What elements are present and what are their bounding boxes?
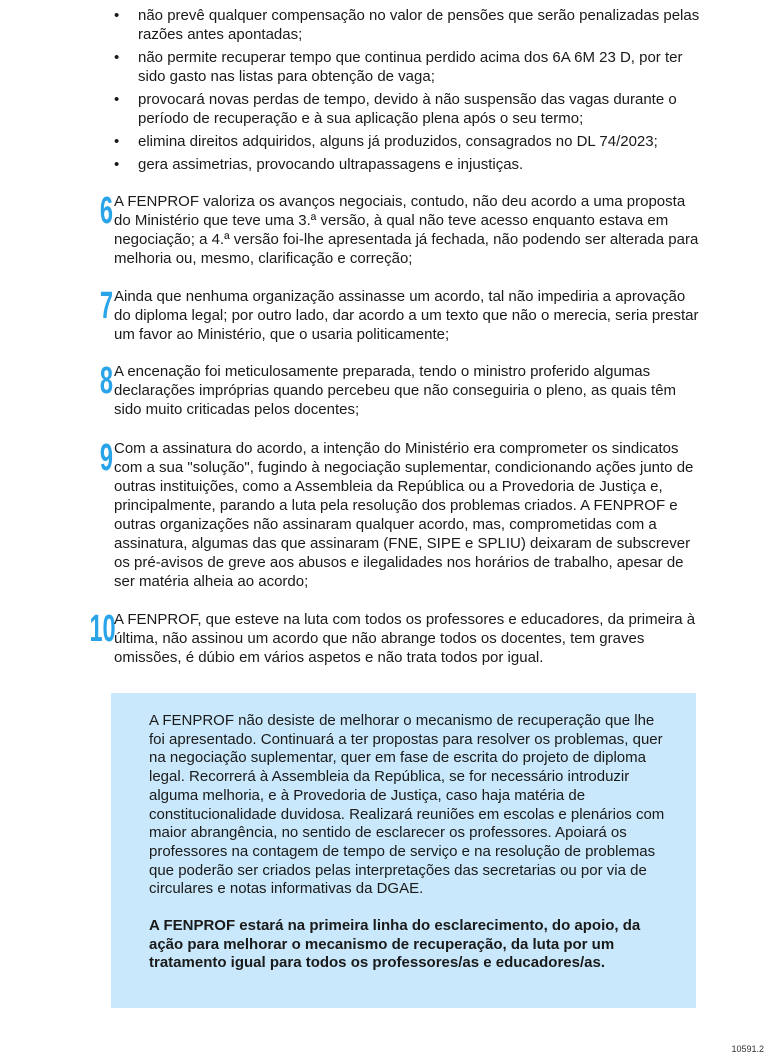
point-number: 6	[99, 190, 113, 232]
bullet-item: • não permite recuperar tempo que continua perdido acima dos 6A 6M 23 D, por ter sido gasto nas listas para obtenção de vaga;	[113, 48, 703, 86]
page-reference: 10591.2	[731, 1044, 764, 1054]
bullet-item: • gera assimetrias, provocando ultrapassagens e injustiças.	[113, 155, 703, 174]
bullet-item: • elimina direitos adquiridos, alguns já produzidos, consagrados no DL 74/2023;	[113, 132, 703, 151]
box-paragraph: A FENPROF não desiste de melhorar o mecanismo de recuperação que lhe foi apresentado. Continuará a ter propostas para resolver os problemas, quer na negociação suplementar, quer em fase de escrita do projeto de diploma legal. Recorrerá à Assembleia da República, se for necessário introduzir alguma melhoria, e à Provedoria de Justiça, caso haja matéria de constitucionalidade duvidosa. Realizará reuniões em escolas e plenários com maior abrangência, no sentido de esclarecer os professores. Apoiará os professores na contagem de tempo de serviço e na resolução de problemas que poderão ser criados pelas interpretações das secretarias ou por via de circulares e notas informativas da DGAE.	[149, 712, 665, 898]
point-text: A FENPROF valoriza os avanços negociais, contudo, não deu acordo a uma proposta do Ministério que teve uma 3.ª versão, à qual não teve acesso enquanto estava em negociação; a 4.ª versão foi-lhe apresentada já fechada, não podendo ser alterada para melhoria ou, mesmo, clarificação e correção;	[114, 193, 699, 267]
point-number: 9	[99, 437, 113, 479]
bullet-list	[113, 6, 703, 178]
point-text: A FENPROF, que esteve na luta com todos os professores e educadores, da primeira à última, não assinou um acordo que não abrange todos os docentes, tem graves omissões, é dúbio em vários aspetos e não trata todos por igual.	[114, 611, 696, 666]
bullet-item: • não prevê qualquer compensação no valor de pensões que serão penalizadas pelas razões antes apontadas;	[113, 6, 703, 44]
point-text: Ainda que nenhuma organização assinasse um acordo, tal não impediria a aprovação do diploma legal; por outro lado, dar acordo a um texto que não o merecia, seria prestar um favor ao Ministério, que o usaria politicamente;	[114, 288, 699, 343]
point-number: 7	[99, 285, 113, 327]
point-text: Com a assinatura do acordo, a intenção do Ministério era comprometer os sindicatos com a sua "solução", fugindo à negociação suplementar, condicionando ações junto de outras instituições, como a Assembleia da República ou a Provedoria de Justiça e, principalmente, parando a luta pela resolução dos problemas criados. A FENPROF e outras organizações não assinaram qualquer acordo, mas, comprometidas com a assinatura, algumas das que assinaram (FNE, SIPE e SPLIU) deixaram de subscrever os pré-avisos de greve aos abusos e ilegalidades nos horários de trabalho, apesar de ser matéria alheia ao acordo;	[114, 440, 694, 590]
box-bold-paragraph: A FENPROF estará na primeira linha do esclarecimento, do apoio, da ação para melhorar o mecanismo de recuperação, da luta por um tratamento igual para todos os professores/as e educadores/as.	[149, 917, 641, 972]
highlight-box	[111, 693, 696, 1008]
point-text: A encenação foi meticulosamente preparada, tendo o ministro proferido algumas declarações impróprias quando percebeu que não conseguiria o pleno, as quais têm sido muito criticadas pelos docentes;	[114, 363, 677, 418]
point-number: 10	[89, 608, 116, 650]
bullet-item: • provocará novas perdas de tempo, devido à não suspensão das vagas durante o período de recuperação e à sua aplicação plena após o seu termo;	[113, 90, 703, 128]
point-number: 8	[99, 360, 113, 402]
